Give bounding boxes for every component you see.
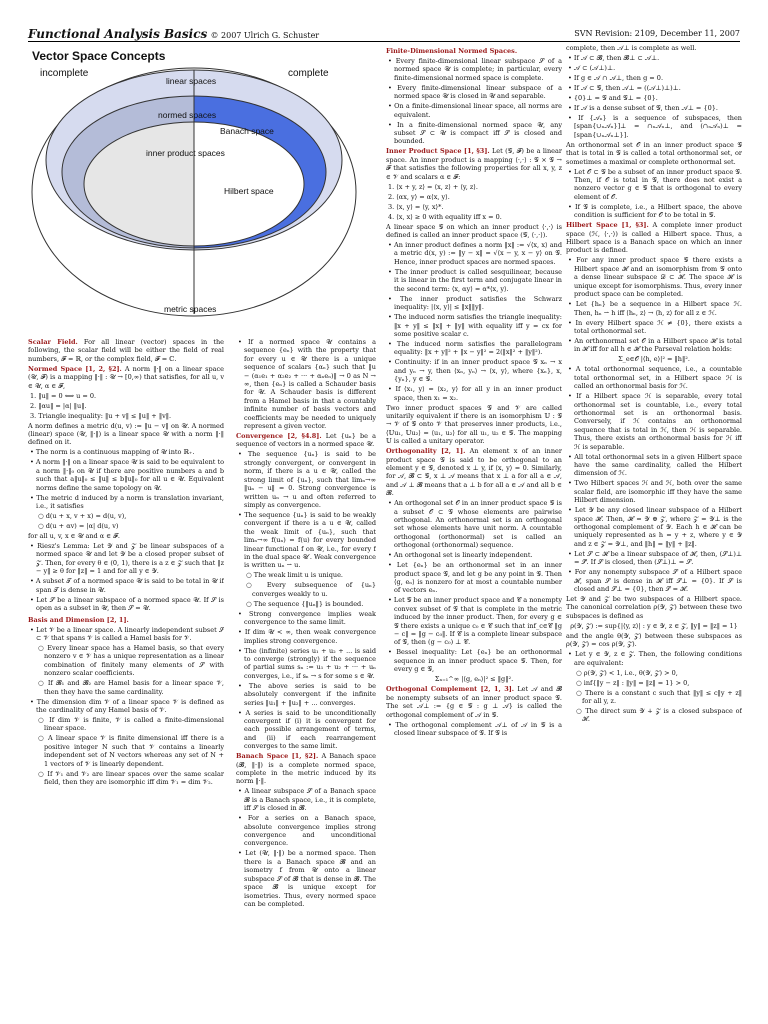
paragraph xyxy=(386,385,562,402)
paragraph-text: • The induced norm satisfies the parallelogram equality: ‖x + y‖² + ‖x − y‖² = 2(‖x‖² + ‖y‖²). xyxy=(388,339,562,357)
paragraph xyxy=(28,532,224,540)
paragraph-text: • The (infinite) series u₁ + u₂ + ... is said to converge (strongly) if the sequence of partial sums sₙ := u₁ + u₂ + ··· + uₙ converges, i.e., if sₙ → s for some s ∈ 𝒰. xyxy=(238,646,376,680)
paragraph-text: for all u, v, x ∈ 𝒰 and α ∈ 𝓕. xyxy=(28,532,120,541)
paragraph xyxy=(28,626,224,643)
paragraph xyxy=(28,522,224,530)
paragraph-text: • A linear subspace 𝒮 of a Banach space 𝓑 is a Banach space, i.e., it is complete, iff 𝒮 is closed in 𝓑. xyxy=(238,787,376,813)
section-heading: Banach Space [1, §2]. xyxy=(236,752,319,761)
paragraph xyxy=(566,44,742,52)
paragraph xyxy=(28,698,224,715)
paragraph-text: • Let {hₙ} be a sequence in a Hilbert space ℋ. Then, hₙ ⇀ h iff ⟨hₙ, z⟩ → ⟨h, z⟩ for all z ∈ ℋ. xyxy=(568,300,742,317)
paragraph xyxy=(566,365,742,390)
paragraph-text: ○ If 𝓑₁ and 𝓑₂ are Hamel basis for a linear space 𝒱, then they have the same cardinality. xyxy=(38,679,224,696)
label-complete: complete xyxy=(288,68,329,79)
paragraph xyxy=(386,102,562,119)
paragraph-text: • If dim 𝒰 < ∞, then weak convergence implies strong convergence. xyxy=(238,628,376,645)
paragraph-text: ○ Every linear space has a Hamel basis, so that every nonzero v ∈ 𝒱 has a unique representation as a linear combination of finitely many elements of 𝒮 with nonzero scalar coefficients. xyxy=(38,643,224,678)
doc-title: Functional Analysis Basics xyxy=(28,27,208,41)
section-heading: Normed Space [1, 2, §2]. xyxy=(28,364,122,373)
paragraph-text: • Continuity: if in an inner product space 𝒢 xₙ → x and yₙ → y, then ⟨xₙ, yₙ⟩ → ⟨x, y⟩, where {xₙ}, x, {yₙ}, y ∈ 𝒢. xyxy=(388,358,562,384)
revision: SVN Revision: 2109, December 11, 2007 xyxy=(574,29,740,38)
paragraph xyxy=(28,716,224,733)
paragraph-text: • All total orthonormal sets in a given Hilbert space have the same cardinality, called the Hilbert dimension of ℋ. xyxy=(568,452,742,478)
paragraph xyxy=(236,709,376,751)
paragraph-text: • The dimension dim 𝒱 of a linear space 𝒱 is defined as the cardinality of any Hamel basis of 𝒱. xyxy=(30,697,224,714)
paragraph xyxy=(236,647,376,681)
paragraph xyxy=(236,432,376,449)
paragraph xyxy=(236,571,376,579)
paragraph xyxy=(386,241,562,266)
paragraph-text: • Every finite-dimensional linear subspace of a normed space 𝒰 is closed in 𝒰 and separable. xyxy=(388,83,562,101)
paragraph-text: • Let 𝒱 be a linear space. A linearly independent subset 𝒮 ⊂ 𝒱 that spans 𝒱 is called a Hamel basis for 𝒱. xyxy=(30,625,224,642)
paragraph xyxy=(28,577,224,594)
paragraph-text: • If 𝒜 ⊂ 𝓑, then 𝓑⊥ ⊂ 𝒜⊥. xyxy=(568,54,660,62)
paragraph-text: • Let 𝒪 ⊂ 𝒢 be a subset of an inner product space 𝒢. Then, if 𝒪 is total in 𝒢, there does not exist a nonzero vector g ∈ 𝒢 that is orthogonal to every element of 𝒪. xyxy=(568,167,742,201)
paragraph xyxy=(28,402,224,410)
paragraph xyxy=(386,121,562,146)
paragraph xyxy=(28,422,224,447)
paragraph xyxy=(236,849,376,908)
paragraph xyxy=(566,689,742,706)
paragraph xyxy=(28,412,224,420)
label-linear-spaces: linear spaces xyxy=(166,76,217,86)
paragraph-text: A linear space 𝒢 on which an inner product ⟨·,·⟩ is defined is called an inner product space (𝒢, ⟨·,·⟩). xyxy=(386,222,562,240)
paragraph-text: ○ If 𝒱₁ and 𝒱₂ are linear spaces over the same scalar field, then they are isomorphic iff dim 𝒱₁ = dim 𝒱₂. xyxy=(38,769,224,786)
vector-space-diagram xyxy=(28,62,378,322)
paragraph-text: • The sequence {uₙ} is said to be weakly convergent if there is a u ∈ 𝒰, called the weak limit of {uₙ}, such that limₙ→∞ f(uₙ) = f(u) for every bounded linear functional f on 𝒰, i.e., for every f in the dual space 𝒰′. Weak convergence is written uₙ ⇀ u. xyxy=(238,510,376,570)
diagram-title: Vector Space Concepts xyxy=(32,49,166,63)
section-heading: Finite-Dimensional Normed Spaces. xyxy=(386,47,518,55)
paragraph-text: • An orthogonal set 𝒪 in an inner product space 𝒢 is a subset 𝒪 ⊂ 𝒢 whose elements are pairwise orthogonal. An orthonormal set is an orthogonal set whose elements have unit norm. A countable orthogonal (orthonormal) set is called an orthogonal (orthonormal) sequence. xyxy=(388,499,562,550)
paragraph xyxy=(236,628,376,645)
paragraph xyxy=(28,542,224,576)
paragraph xyxy=(566,355,742,363)
paragraph xyxy=(386,648,562,673)
paragraph-text: • For any nonempty subspace 𝒮 of a Hilbert space ℋ, span 𝒮 is dense in ℋ iff 𝒮⊥ = {0}. If 𝒮 is closed and 𝒮⊥ = {0}, then 𝒮 = ℋ. xyxy=(568,568,742,594)
paragraph-text: 3. ⟨x, y⟩ = ⟨y, x⟩*. xyxy=(388,202,444,211)
paragraph-text: Let 𝒴 and 𝒵 be two subspaces of a Hilbert space. The canonical correlation ρ(𝒴, 𝒵) between these two subspaces is defined as xyxy=(566,595,742,620)
paragraph-text: • The norm is a continuous mapping of 𝒰 into ℝ₊. xyxy=(30,448,195,457)
paragraph xyxy=(386,561,562,595)
paragraph xyxy=(236,814,376,848)
column-3 xyxy=(386,44,562,1010)
paragraph-text: Let 𝒜 and 𝓑 be nonempty subsets of an inner product space 𝒢. The set 𝒜⊥ := {g ∈ 𝒢 : g ⊥ 𝒜} is called the orthogonal complement of 𝒜 in 𝒢. xyxy=(386,685,562,719)
column-4 xyxy=(566,44,742,1010)
paragraph-text: • Let 𝒴 be any closed linear subspace of a Hilbert space ℋ. Then, ℋ = 𝒴 ⊕ 𝒵, where 𝒵 = 𝒴⊥ is the orthogonal complement of 𝒴. Each h ∈ ℋ can be uniquely represented as h = y + z, where y ∈ 𝒴 and z ∈ 𝒵 = 𝒴⊥, and ‖h‖ = ‖y‖ + ‖z‖. xyxy=(568,506,742,548)
paragraph xyxy=(386,340,562,357)
paragraph-text: • If 𝒜 ⊂ 𝒢, then 𝒜⊥ = ((𝒜⊥)⊥)⊥. xyxy=(568,84,681,92)
paragraph xyxy=(566,74,742,82)
paragraph-text: • For any inner product space 𝒢 there exists a Hilbert space ℋ and an isomorphism from 𝒢 onto a dense linear subspace 𝒟 ⊂ ℋ. The space ℋ is unique except for isomorphisms. Thus, every inner product space can be completed. xyxy=(568,256,742,299)
section-heading: Hilbert Space [1, §3]. xyxy=(566,221,649,230)
paragraph xyxy=(386,313,562,338)
section-heading: Basis and Dimension [2, 1]. xyxy=(28,615,129,624)
paragraph xyxy=(386,685,562,719)
paragraph-text: • A norm ‖·‖ on a linear space 𝒰 is said to be equivalent to a norm ‖·‖₀ on 𝒰 if there are positive numbers a and b such that a‖u‖₀ ≤ ‖u‖ ≤ b‖u‖₀ for all u ∈ 𝒰. Equivalent norms define the same topology on 𝒰. xyxy=(30,458,224,492)
paragraph-text: complete, then 𝒜⊥ is complete as well. xyxy=(566,44,697,52)
label-normed-spaces: normed spaces xyxy=(158,110,217,120)
label-banach-space: Banach space xyxy=(220,126,274,136)
paragraph xyxy=(236,682,376,707)
paragraph xyxy=(566,168,742,202)
paragraph xyxy=(566,337,742,354)
paragraph-text: A norm defines a metric d(u, v) := ‖u − v‖ on 𝒰. A normed (linear) space (𝒰, ‖·‖) is a linear space 𝒰 with a norm ‖·‖ defined on it. xyxy=(28,421,224,447)
label-incomplete: incomplete xyxy=(40,68,89,79)
paragraph xyxy=(386,147,562,181)
paragraph xyxy=(236,600,376,608)
paragraph-text: 3. Triangle inequality: ‖u + v‖ ≤ ‖u‖ + ‖v‖. xyxy=(30,411,172,420)
paragraph xyxy=(28,679,224,696)
paragraph-text: ○ The sequence {‖uₙ‖} is bounded. xyxy=(246,599,364,608)
paragraph xyxy=(236,787,376,812)
paragraph-text: ○ If dim 𝒱 is finite, 𝒱 is called a finite-dimensional linear space. xyxy=(38,715,224,733)
paragraph xyxy=(386,84,562,101)
paragraph xyxy=(566,141,742,166)
paragraph xyxy=(566,679,742,687)
paragraph-text: • The inner product is called sesquilinear, because it is linear in the first term and conjugate linear in the second term: ⟨x, αy⟩ = α*⟨x, y⟩. xyxy=(388,267,562,293)
paragraph xyxy=(566,84,742,92)
paragraph xyxy=(566,256,742,298)
column-1 xyxy=(28,338,224,1010)
paragraph-text: ○ d(u + x, v + x) = d(u, v), xyxy=(38,512,127,521)
paragraph xyxy=(28,734,224,768)
paragraph-text: ○ A linear space 𝒱 is finite dimensional iff there is a positive integer N such that 𝒱 contains a linearly independent set of N vectors whereas any set of N + 1 vectors of 𝒱 is linearly dependent. xyxy=(38,734,224,768)
paragraph xyxy=(386,57,562,82)
section-heading: Convergence [2, §4.8]. xyxy=(236,432,322,441)
paragraph-text: • Let {eₙ} be an orthonormal set in an inner product space 𝒢, and let g be any point in 𝒢. Then ⟨g, eₙ⟩ is nonzero for at most a countable number of vectors eₙ. xyxy=(388,561,562,595)
paragraph xyxy=(386,193,562,201)
paragraph xyxy=(386,203,562,211)
paragraph-text: 4. ⟨x, x⟩ ≥ 0 with equality iff x = 0. xyxy=(388,212,502,221)
paragraph-text: • Strong convergence implies weak convergence to the same limit. xyxy=(238,609,376,627)
paragraph xyxy=(236,610,376,627)
paragraph xyxy=(566,54,742,62)
paragraph-text: • The above series is said to be absolutely convergent if the infinite series ‖u₁‖ + ‖u₂‖ + ... converges. xyxy=(238,681,376,707)
paragraph xyxy=(28,338,224,363)
paragraph-text: ○ There is a constant c such that ‖y‖ ≤ c‖y + z‖ for all y, z. xyxy=(576,688,742,706)
paragraph-text: 1. ⟨x + y, z⟩ = ⟨x, z⟩ + ⟨y, z⟩. xyxy=(388,182,478,191)
column-2 xyxy=(236,338,376,1010)
paragraph xyxy=(236,338,376,430)
paragraph-text: • Let 𝒢 be an inner product space and 𝒞 a nonempty convex subset of 𝒢 that is complete in the metric induced by the inner product. Then, for every g ∈ 𝒢 there exists a unique c₀ ∈ 𝒞 such that inf_c∈𝒞 ‖g − c‖ = ‖g − c₀‖. If 𝒞 is a complete linear subspace of 𝒢, then (g − c₀) ⊥ 𝒞. xyxy=(388,596,562,647)
paragraph-text: • 𝒜 ⊂ (𝒜⊥)⊥. xyxy=(568,64,616,72)
paragraph-text: 1. ‖u‖ = 0 ⟺ u = 0. xyxy=(30,391,97,400)
paragraph xyxy=(566,300,742,317)
paragraph-text: • The orthogonal complement 𝒜⊥ of 𝒜 in 𝒢 is a closed linear subspace of 𝒢. If 𝒢 is xyxy=(388,720,562,737)
paragraph xyxy=(566,203,742,220)
paragraph-text: • If a normed space 𝒰 contains a sequence {eₙ} with the property that for every u ∈ 𝒰 there is a unique sequence of scalars {αₙ} such that ‖u − (α₁e₁ + α₂e₂ + ··· + αₙeₙ)‖ → 0 as N → ∞, then {eₙ} is called a Schauder basis for 𝒰. A Schauder basis is different from a Hamel basis in that a countably infinite number of basis vectors and coefficients may be needed to uniquely represent a given vector. xyxy=(238,338,376,431)
paragraph xyxy=(28,494,224,511)
paragraph-text: • An inner product defines a norm ‖x‖ := √⟨x, x⟩ and a metric d(x, y) := ‖y − x‖ = √⟨x − y, x − y⟩ on 𝒢. Hence, inner product spaces are normed spaces. xyxy=(388,241,562,266)
paragraph-text: Two inner product spaces 𝒢 and 𝒱 are called unitarily equivalent if there is an isomorphism 𝕌 : 𝒢 → 𝒱 of 𝒢 onto 𝒱 that preserves inner products, i.e., ⟨𝕌u₁, 𝕌u₂⟩ = ⟨u₁, u₂⟩ for all u₁, u₂ ∈ 𝒢. The mapping 𝕌 is called a unitary operator. xyxy=(386,403,562,446)
paragraph xyxy=(28,596,224,613)
paragraph xyxy=(236,752,376,786)
paragraph xyxy=(386,721,562,738)
paragraph-text: • A series is said to be unconditionally convergent if (i) it is convergent for each possible arrangement of terms, and (ii) if each rearrangement converges to the same limit. xyxy=(238,708,376,751)
paragraph xyxy=(566,104,742,112)
section-heading: Orthogonality [2, 1]. xyxy=(386,447,466,456)
paragraph xyxy=(566,707,742,724)
page-header xyxy=(28,27,740,41)
paragraph xyxy=(566,114,742,139)
paragraph-text: Σ_e∈𝒪 |⟨h, e⟩|² = ‖h‖². xyxy=(618,355,690,364)
paragraph-text: An element x of an inner product space 𝒢 is said to be orthogonal to an element y ∈ 𝒢, denoted x ⊥ y, if ⟨x, y⟩ = 0. Similarly, for 𝒜, 𝓑 ⊂ 𝒢, x ⊥ 𝒜 means that x ⊥ a for all a ∈ 𝒜, and 𝒜 ⊥ 𝓑 means that a ⊥ b for all a ∈ 𝒜 and all b ∈ 𝓑. xyxy=(386,447,562,498)
paragraph-text: • The sequence {uₙ} is said to be strongly convergent, or convergent in norm, if there is a u ∈ 𝒰, called the strong limit of {uₙ}, such that limₙ→∞ ‖uₙ − u‖ = 0. Strong convergence is written uₙ → u and often referred to simply as convergence. xyxy=(238,450,376,509)
paragraph-text: • If {𝒜ₙ} is a sequence of subspaces, then [span{∪ₙ𝒜ₙ}]⊥ = ∩ₙ𝒜ₙ⊥, and (∩ₙ𝒜ₙ)⊥ = [span{∪ₙ𝒜ₙ⊥}]. xyxy=(568,114,742,139)
paragraph xyxy=(566,669,742,677)
paragraph xyxy=(386,268,562,293)
paragraph xyxy=(566,453,742,478)
paragraph xyxy=(566,64,742,72)
section-heading: Scalar Field. xyxy=(28,338,78,346)
section-heading: Inner Product Space [1, §3]. xyxy=(386,147,490,156)
paragraph xyxy=(566,319,742,336)
paragraph xyxy=(566,94,742,102)
paragraph-text: • Let y ∈ 𝒴, z ∈ 𝒵. Then, the following conditions are equivalent: xyxy=(568,650,742,667)
paragraph xyxy=(566,392,742,451)
header-rule xyxy=(28,41,740,42)
paragraph xyxy=(566,506,742,548)
paragraph-text: ρ(𝒴, 𝒵) := sup{|⟨y, z⟩| : y ∈ 𝒴, z ∈ 𝒵, ‖y‖ = ‖z‖ = 1} xyxy=(570,621,738,630)
paragraph-text: • Every finite-dimensional linear subspace 𝒮 of a normed space 𝒰 is complete; in particular, every finite-dimensional normed space is complete. xyxy=(388,57,562,82)
paragraph-text: Σₙ₌₁^∞ |⟨g, eₙ⟩|² ≤ ‖g‖². xyxy=(434,675,514,684)
label-hilbert-space: Hilbert space xyxy=(224,186,274,196)
paragraph xyxy=(28,644,224,678)
paragraph-text: • If 𝒢 is complete, i.e., a Hilbert space, the above condition is sufficient for 𝒪 to be total in 𝒢. xyxy=(568,202,742,220)
paragraph-text: Let {uₙ} be a sequence of vectors in a normed space 𝒰. xyxy=(236,432,376,449)
paragraph xyxy=(566,622,742,630)
paragraph-text: ○ Every subsequence of {uₙ} converges weakly to u. xyxy=(246,581,376,598)
paragraph xyxy=(28,512,224,520)
section-heading: Orthogonal Complement [2, 1, 3]. xyxy=(386,685,515,694)
paragraph-text: • Bessel inequality: Let {eₙ} be an orthonormal sequence in an inner product space 𝒢. Then, for every g ∈ 𝒢, xyxy=(388,648,562,674)
paragraph-text: • If g ∈ 𝒜 ∩ 𝒜⊥, then g = 0. xyxy=(568,74,664,82)
paragraph xyxy=(386,675,562,683)
paragraph-text: ○ inf{‖y − z‖ : ‖y‖ = ‖z‖ = 1} > 0, xyxy=(576,678,690,687)
paragraph-text: • The metric d induced by a norm is translation invariant, i.e., it satisfies xyxy=(30,493,224,511)
paragraph-text: • A total orthonormal sequence, i.e., a countable total orthonormal set, in a Hilbert space ℋ is called an orthonormal basis for ℋ. xyxy=(568,365,742,391)
paragraph xyxy=(386,213,562,221)
label-inner-product: inner product spaces xyxy=(146,148,225,158)
paragraph-text: • Two Hilbert spaces ℋ and ℋ, both over the same scalar field, are isomorphic iff they have the same Hilbert dimension. xyxy=(568,479,742,505)
paragraph-text: Let (𝒢, 𝓕) be a linear space. An inner product is a mapping ⟨·,·⟩ : 𝒢 × 𝒢 → 𝓕 that satisfies the following properties for all x, y, z ∈ 𝒱 and scalars α ∈ 𝓕: xyxy=(386,147,562,181)
paragraph-text: • The inner product satisfies the Schwarz inequality: |⟨x, y⟩| ≤ ‖x‖‖y‖. xyxy=(388,294,562,312)
paragraph-text: • A subset 𝒯 of a normed space 𝒰 is said to be total in 𝒰 if span 𝒯 is dense in 𝒰. xyxy=(30,577,224,594)
label-metric-spaces: metric spaces xyxy=(164,304,217,314)
paragraph xyxy=(28,392,224,400)
paragraph xyxy=(386,551,562,559)
paragraph xyxy=(386,295,562,312)
paragraph-text: • If a Hilbert space ℋ is separable, every total orthonormal set is countable, i.e., every total orthonormal set is an orthonormal basis. Conversely, if ℋ contains an orthonormal sequence that is total in ℋ, then ℋ is separable. Thus, there exists an orthonormal basis for ℋ iff ℋ is separable. xyxy=(568,392,742,451)
paragraph xyxy=(386,223,562,240)
paragraph xyxy=(566,550,742,567)
paragraph xyxy=(236,511,376,570)
paragraph-text: ○ ρ(𝒴, 𝒵) < 1, i.e., θ(𝒴, 𝒵) > 0, xyxy=(576,668,678,677)
paragraph-text: • In every Hilbert space ℋ ≠ {0}, there exists a total orthonormal set. xyxy=(568,318,742,335)
paragraph-text: ○ d(u + αv) = |α| d(u, v) xyxy=(38,522,119,531)
paragraph xyxy=(566,632,742,649)
paragraph xyxy=(566,479,742,504)
paragraph-text: A Banach space (𝓑, ‖·‖) is a complete normed space, complete in the metric induced by its norm ‖·‖. xyxy=(236,752,376,786)
paragraph-text: 2. ⟨αx, y⟩ = α⟨x, y⟩. xyxy=(388,192,450,201)
paragraph xyxy=(28,365,224,390)
paragraph xyxy=(566,650,742,667)
paragraph xyxy=(28,458,224,492)
copyright: © 2007 Ulrich G. Schuster xyxy=(210,31,320,40)
paragraph xyxy=(28,448,224,456)
paragraph-text: • An orthonormal set 𝒪 in a Hilbert space ℋ is total in ℋ iff for all h ∈ ℋ the Parseval relation holds: xyxy=(568,336,742,354)
paragraph-text: 2. ‖αu‖ = |α| ‖u‖. xyxy=(30,401,87,410)
paragraph xyxy=(566,595,742,620)
paragraph-text: ○ The weak limit u is unique. xyxy=(246,571,343,580)
paragraph-text: • {0}⊥ = 𝒢 and 𝒢⊥ = {0}. xyxy=(568,94,658,102)
paragraph-text: • In a finite-dimensional normed space 𝒰, any subset 𝒮 ⊂ 𝒰 is compact iff 𝒮 is closed and bounded. xyxy=(388,120,562,146)
paragraph xyxy=(386,499,562,549)
paragraph xyxy=(386,404,562,446)
paragraph-text: • An orthogonal set is linearly independent. xyxy=(388,551,533,560)
paragraph xyxy=(386,358,562,383)
paragraph-text: • If 𝒜 is a dense subset of 𝒢, then 𝒜⊥ = {0}. xyxy=(568,104,718,112)
paragraph-text: ○ The direct sum 𝒴 ∔ 𝒵 is a closed subspace of ℋ. xyxy=(576,707,742,724)
paragraph-text: A norm ‖·‖ on a linear space (𝒰, 𝓕) is a mapping ‖·‖ : 𝒰 → [0,∞) that satisfies, for all u, v ∈ 𝒰, α ∈ 𝓕, xyxy=(28,364,224,390)
paragraph xyxy=(28,770,224,787)
paragraph xyxy=(386,447,562,497)
paragraph xyxy=(386,183,562,191)
paragraph xyxy=(566,568,742,593)
paragraph-text: • If ⟨x₁, y⟩ = ⟨x₂, y⟩ for all y in an inner product space, then x₁ = x₂. xyxy=(388,385,562,402)
paragraph xyxy=(236,450,376,509)
paragraph-text: • Riesz's Lemma: Let 𝒴 and 𝒵 be linear subspaces of a normed space 𝒰 and let 𝒴 be a closed proper subset of 𝒵. Then, for every θ ∈ (0, 1), there is a z ∈ 𝒵 such that ‖z − y‖ ≥ θ for ‖z‖ = 1 and for all y ∈ 𝒴. xyxy=(30,542,224,576)
paragraph xyxy=(386,596,562,646)
paragraph-text: An orthonormal set 𝒪 in an inner product space 𝒢 that is total in 𝒢 is called a total orthonormal set, or sometimes a maximal or complete orthonormal set. xyxy=(566,140,742,166)
paragraph-text: • Let (𝒰, ‖·‖) be a normed space. Then there is a Banach space 𝓑 and an isometry f from 𝒰 onto a linear subspace 𝒮 of 𝓑 that is dense in 𝓑. The space 𝓑 is unique except for isometries. Thus, every normed space can be completed. xyxy=(238,849,376,908)
paragraph-text: • For a series on a Banach space, absolute convergence implies strong convergence and unconditional convergence. xyxy=(238,814,376,848)
paragraph-text: For all linear (vector) spaces in the following, the scalar field will be either the field of real numbers, 𝓕 = ℝ, or the complex field, 𝓕 = ℂ. xyxy=(28,338,224,363)
paragraph-text: A complete inner product space (ℋ, ⟨·,·⟩) is called a Hilbert space. Thus, a Hilbert space is a Banach space on which an inner product is defined. xyxy=(566,221,742,255)
paragraph xyxy=(236,581,376,598)
paragraph-text: and the angle θ(𝒴, 𝒵) between these subspaces as ρ(𝒴, 𝒵) = cos ρ(𝒴, 𝒵). xyxy=(566,631,742,649)
paragraph-text: • Let 𝒮 ⊂ ℋ be a linear subspace of ℋ, then, (𝒮⊥)⊥ = 𝒮̄. If 𝒮 is closed, then (𝒮⊥)⊥ = 𝒮. xyxy=(568,549,742,567)
paragraph-text: • On a finite-dimensional linear space, all norms are equivalent. xyxy=(388,102,562,119)
paragraph-text: • The induced norm satisfies the triangle inequality: ‖x + y‖ ≤ ‖x‖ + ‖y‖ with equality iff y = cx for some positive scalar c. xyxy=(388,313,562,338)
paragraph-text: • Let 𝒮 be a linear subspace of a normed space 𝒰. If 𝒮 is open as a subset in 𝒰, then 𝒮 = 𝒰. xyxy=(30,595,224,613)
paragraph xyxy=(566,221,742,255)
